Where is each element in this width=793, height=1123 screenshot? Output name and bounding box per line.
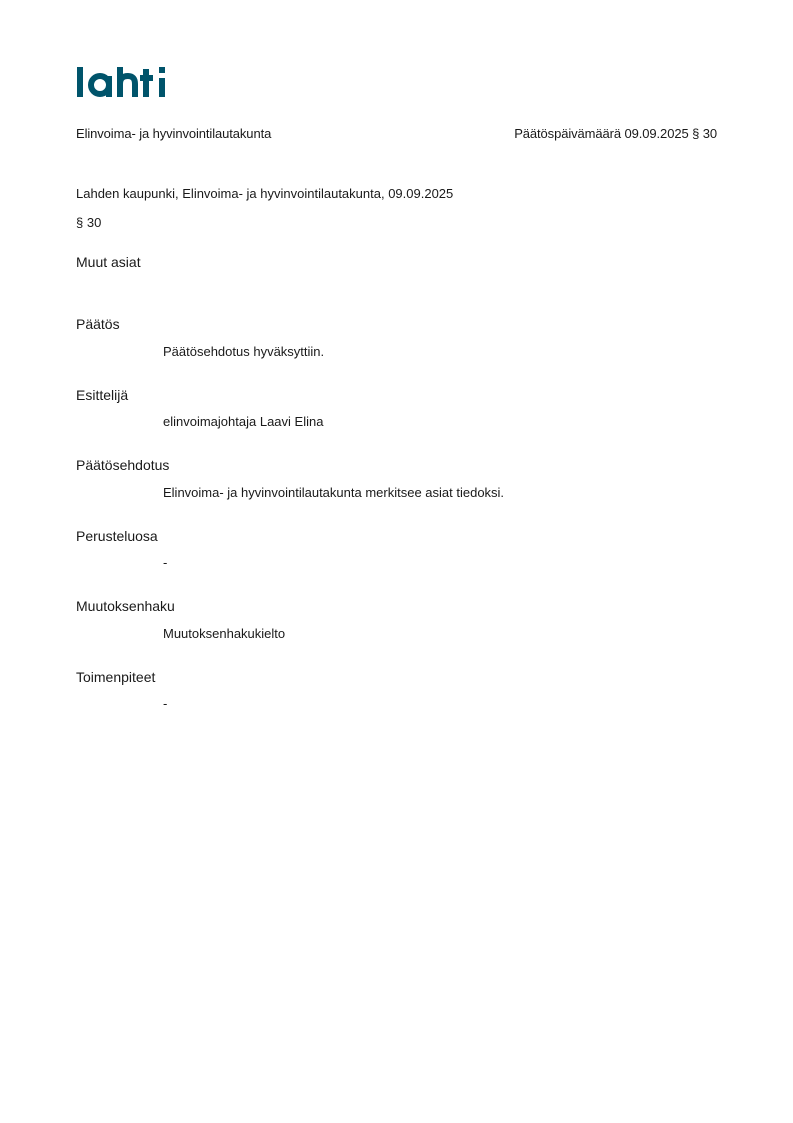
section-number: § 30 <box>76 215 102 230</box>
section-heading-actions: Toimenpiteet <box>76 669 156 685</box>
meeting-line: Lahden kaupunki, Elinvoima- ja hyvinvointilautakunta, 09.09.2025 <box>76 186 454 201</box>
section-heading-appeal: Muutoksenhaku <box>76 598 175 614</box>
section-content-appeal: Muutoksenhakukielto <box>163 626 286 641</box>
section-heading-proposal: Päätösehdotus <box>76 457 170 473</box>
section-content-actions: - <box>163 696 168 711</box>
section-content-rationale: - <box>163 555 168 570</box>
lahti-logo <box>76 64 168 100</box>
section-content-proposal: Elinvoima- ja hyvinvointilautakunta merkitsee asiat tiedoksi. <box>163 485 505 500</box>
section-content-decision: Päätösehdotus hyväksyttiin. <box>163 344 325 359</box>
section-heading-presenter: Esittelijä <box>76 387 129 403</box>
section-content-presenter: elinvoimajohtaja Laavi Elina <box>163 414 324 429</box>
section-heading-rationale: Perusteluosa <box>76 528 158 544</box>
section-heading-decision: Päätös <box>76 316 120 332</box>
committee-name: Elinvoima- ja hyvinvointilautakunta <box>76 126 272 141</box>
decision-date-reference: Päätöspäivämäärä 09.09.2025 § 30 <box>514 126 717 141</box>
subject-title: Muut asiat <box>76 254 141 270</box>
